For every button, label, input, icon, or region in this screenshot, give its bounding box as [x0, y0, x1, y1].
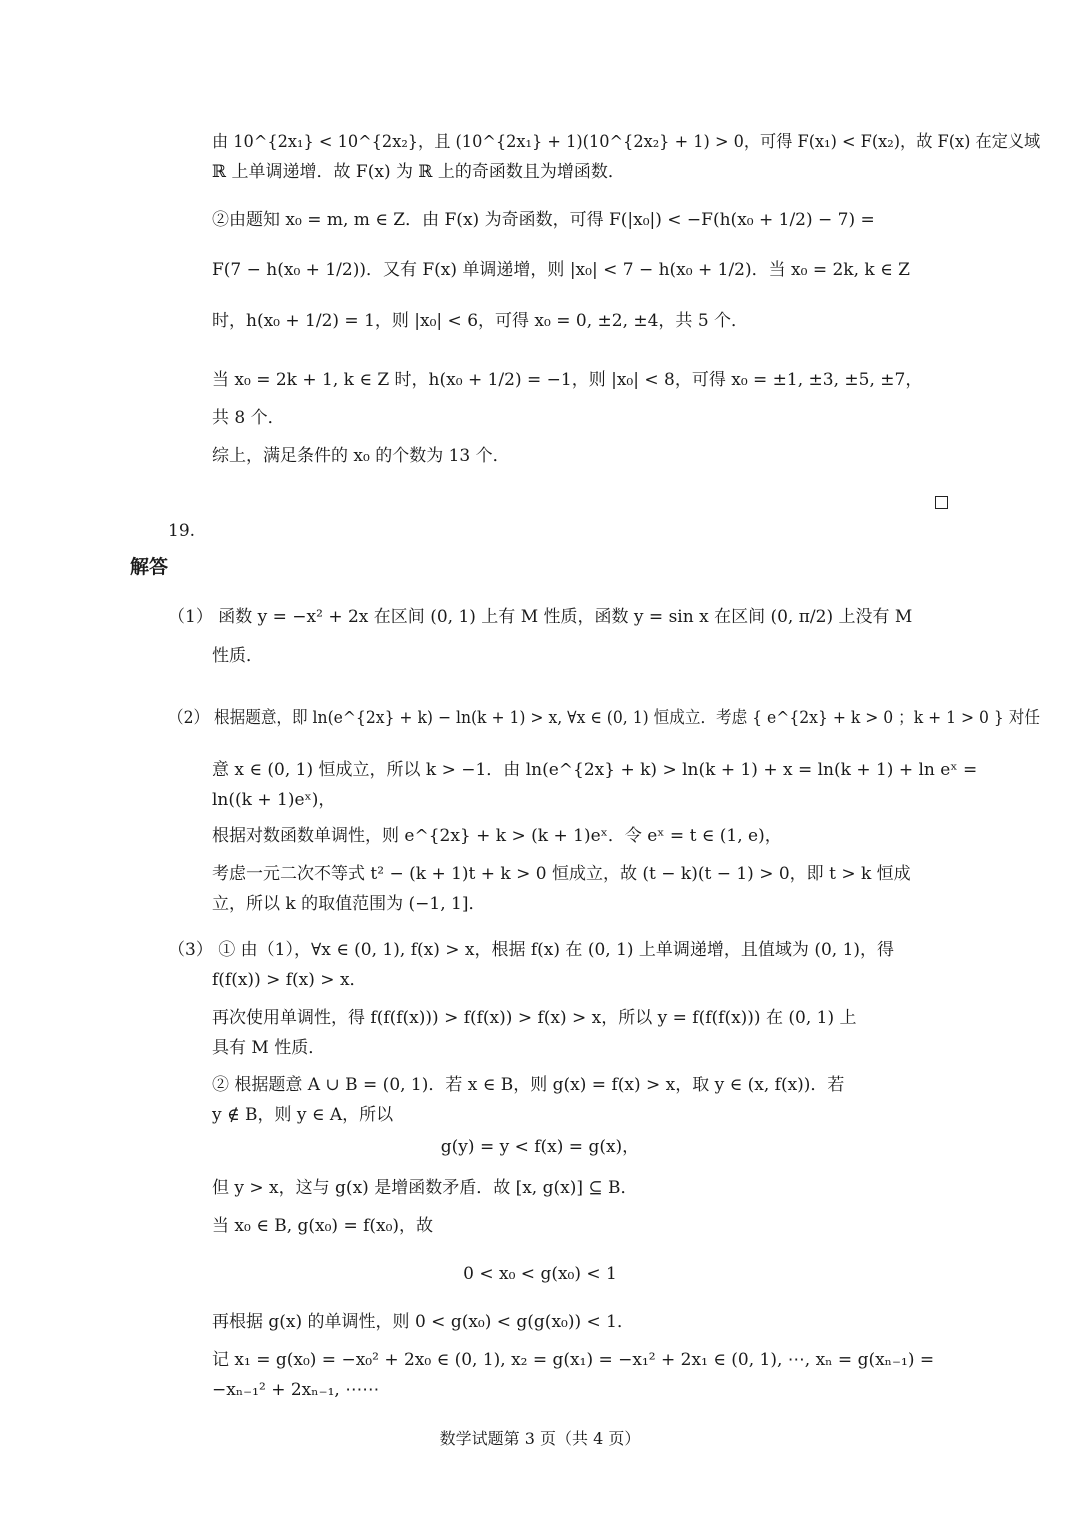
text-line: 根据对数函数单调性，则 e^{2x} + k > (k + 1)eˣ．令 eˣ = t ∈ (1, e)， — [212, 826, 782, 846]
text-line: 立，所以 k 的取值范围为 (−1, 1]． — [212, 894, 486, 914]
text-line: F(7 − h(x₀ + 1/2))．又有 F(x) 单调递增，则 |x₀| < 7 − h(x₀ + 1/2)．当 x₀ = 2k, k ∈ Z — [212, 260, 910, 280]
page-footer: 数学试题第 3 页（共 4 页） — [439, 1429, 641, 1448]
text-line: （2） 根据题意，即 ln(e^{2x} + k) − ln(k + 1) > x, ∀x ∈ (0, 1) 恒成立．考虑 { e^{2x} + k > 0 ；k + 1 > 0 } 对任 — [168, 708, 1040, 728]
text-line: ln((k + 1)eˣ)， — [212, 790, 336, 810]
text-line: 记 x₁ = g(x₀) = −x₀² + 2x₀ ∈ (0, 1), x₂ = g(x₁) = −x₁² + 2x₁ ∈ (0, 1), ⋯, xₙ = g(xₙ₋₁) = — [212, 1350, 935, 1370]
text-line: 但 y > x，这与 g(x) 是增函数矛盾．故 [x, g(x)] ⊆ B． — [212, 1178, 638, 1198]
text-line: 性质． — [212, 646, 263, 666]
text-line: 具有 M 性质． — [212, 1038, 326, 1058]
text-line: 考虑一元二次不等式 t² − (k + 1)t + k > 0 恒成立，故 (t − k)(t − 1) > 0，即 t > k 恒成 — [212, 864, 911, 884]
text-line: 由 10^{2x₁} < 10^{2x₂}，且 (10^{2x₁} + 1)(10^{2x₂} + 1) > 0，可得 F(x₁) < F(x₂)，故 F(x) 在定义域 — [212, 132, 1041, 152]
text-line: ②由题知 x₀ = m, m ∈ Z．由 F(x) 为奇函数，可得 F(|x₀|) < −F(h(x₀ + 1/2) − 7) = — [212, 210, 875, 230]
qed-box-icon — [935, 496, 948, 509]
text-line: 再根据 g(x) 的单调性，则 0 < g(x₀) < g(g(x₀)) < 1． — [212, 1312, 634, 1332]
display-equation: 0 < x₀ < g(x₀) < 1 — [463, 1264, 617, 1284]
text-line: 当 x₀ = 2k + 1, k ∈ Z 时，h(x₀ + 1/2) = −1，则 |x₀| < 8，可得 x₀ = ±1, ±3, ±5, ±7， — [212, 370, 923, 390]
text-line: 共 8 个． — [212, 408, 285, 428]
text-line: f(f(x)) > f(x) > x． — [212, 970, 367, 990]
text-line: 综上，满足条件的 x₀ 的个数为 13 个． — [212, 446, 510, 466]
text-line: 当 x₀ ∈ B, g(x₀) = f(x₀)，故 — [212, 1216, 434, 1236]
text-line: 再次使用单调性，得 f(f(f(x))) > f(f(x)) > f(x) > x，所以 y = f(f(f(x))) 在 (0, 1) 上 — [212, 1008, 857, 1028]
text-line: 意 x ∈ (0, 1) 恒成立，所以 k > −1．由 ln(e^{2x} + k) > ln(k + 1) + x = ln(k + 1) + ln eˣ = — [212, 760, 978, 780]
text-line: y ∉ B，则 y ∈ A，所以 — [212, 1105, 394, 1125]
section-heading: 解答 — [130, 556, 169, 578]
text-line: −xₙ₋₁² + 2xₙ₋₁, ⋯⋯ — [212, 1380, 380, 1400]
text-line: ② 根据题意 A ∪ B = (0, 1)．若 x ∈ B，则 g(x) = f(x) > x，取 y ∈ (x, f(x))．若 — [212, 1075, 845, 1095]
question-number: 19. — [168, 521, 196, 541]
text-line: 时，h(x₀ + 1/2) = 1，则 |x₀| < 6，可得 x₀ = 0, ±2, ±4，共 5 个． — [212, 311, 749, 331]
text-line: ℝ 上单调递增．故 F(x) 为 ℝ 上的奇函数且为增函数． — [212, 162, 625, 182]
display-equation: g(y) = y < f(x) = g(x)， — [440, 1137, 640, 1157]
text-line: （3） ① 由（1），∀x ∈ (0, 1), f(x) > x，根据 f(x) 在 (0, 1) 上单调递增，且值域为 (0, 1)，得 — [168, 940, 895, 960]
text-line: （1） 函数 y = −x² + 2x 在区间 (0, 1) 上有 M 性质，函数 y = sin x 在区间 (0, π/2) 上没有 M — [168, 607, 913, 627]
